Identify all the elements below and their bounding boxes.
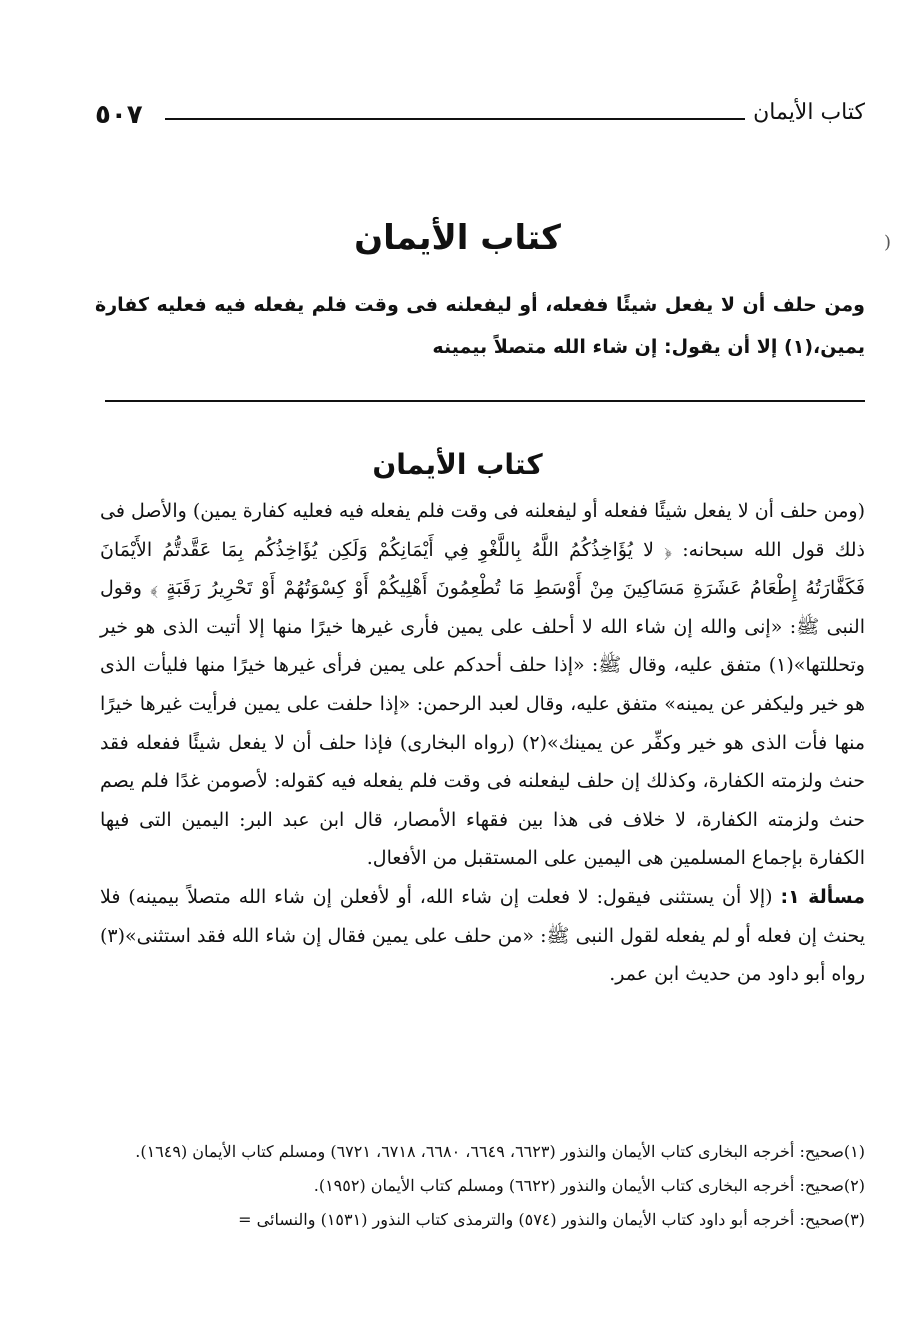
footnotes: [95, 1138, 865, 1240]
header-divider: [165, 118, 745, 120]
page-number: ٥٠٧: [95, 100, 143, 130]
footnote-1: (١)صحيح: أخرجه البخارى كتاب الأيمان والنذور (٦٦٢٣، ٦٦٤٩، ٦٦٨٠، ٦٧١٨، ٦٧٢١) ومسلم كتاب الأيمان (١٦٤٩).: [135, 1142, 865, 1161]
running-header: [95, 96, 865, 136]
margin-mark-decoration: (: [884, 232, 892, 253]
commentary-body: [100, 492, 865, 994]
commentary-paragraph-2: [100, 878, 865, 994]
masala-text: (إلا أن يستثنى فيقول: لا فعلت إن شاء الله، أو لأفعلن إن شاء الله متصلاً بيمينه) فلا يحنث إن فعله أو لم يفعله لقول النبى ﷺ: «من حلف على يمين فقال إن شاء الله فقد استثنى»(٣) رواه أبو داود من حديث ابن عمر.: [100, 885, 865, 986]
masala-label: مسألة ١:: [780, 885, 866, 908]
matn-text: ومن حلف أن لا يفعل شيئًا ففعله، أو ليفعلنه فى وقت فلم يفعله فيه فعليه كفارة يمين،(١) إلا أن يقول: إن شاء الله متصلاً بيمينه: [95, 294, 865, 358]
running-title: كتاب الأيمان: [753, 100, 865, 125]
chapter-title: كتاب الأيمان: [354, 218, 561, 258]
commentary-paragraph-1: (ومن حلف أن لا يفعل شيئًا ففعله أو ليفعلنه فى وقت فلم يفعله فيه فعليه كفارة يمين) والأصل فى ذلك قول الله سبحانه: ﴿ لا يُؤَاخِذُكُمُ اللَّهُ بِاللَّغْوِ فِي أَيْمَانِكُمْ وَلَكِن يُؤَاخِذُكُم بِمَا عَقَّدتُّمُ الأَيْمَانَ فَكَفَّارَتُهُ إِطْعَامُ عَشَرَةِ مَسَاكِينَ مِنْ أَوْسَطِ مَا تُطْعِمُونَ أَهْلِيكُمْ أَوْ كِسْوَتُهُمْ أَوْ تَحْرِيرُ رَقَبَةٍ ﴾ وقول النبى ﷺ: «إنى والله إن شاء الله لا أحلف على يمين فأرى غيرها خيرًا منها إلا أتيت الذى هو خير وتحللتها»(١) متفق عليه، وقال ﷺ: «إذا حلف أحدكم على يمين فرأى غيرها خيرًا منها فليأت الذى هو خير وليكفر عن يمينه» متفق عليه، وقال لعبد الرحمن: «إذا حلفت على يمين فرأيت غيرها خيرًا منها فأت الذى هو خير وكفِّر عن يمينك»(٢) (رواه البخارى) فإذا حلف أن لا يفعل شيئًا ففعله فقد حنث ولزمته الكفارة، وكذلك إن حلف ليفعلنه فى وقت فلم يفعله فيه كقوله: لأصومن غدًا فلم يصم حنث ولزمته الكفارة، لا خلاف فى هذا بين فقهاء الأمصار، قال ابن عبد البر: اليمين التى فيها الكفارة بإجماع المسلمين هى اليمين على المستقبل من الأفعال.: [100, 500, 865, 870]
section-divider: [105, 400, 865, 402]
footnote-3: (٣)صحيح: أخرجه أبو داود كتاب الأيمان والنذور (٥٧٤) والترمذى كتاب النذور (١٥٣١) والنسائى =: [238, 1210, 865, 1229]
footnote-2: (٢)صحيح: أخرجه البخارى كتاب الأيمان والنذور (٦٦٢٢) ومسلم كتاب الأيمان (١٩٥٢).: [313, 1176, 865, 1195]
commentary-title: كتاب الأيمان: [372, 448, 543, 481]
